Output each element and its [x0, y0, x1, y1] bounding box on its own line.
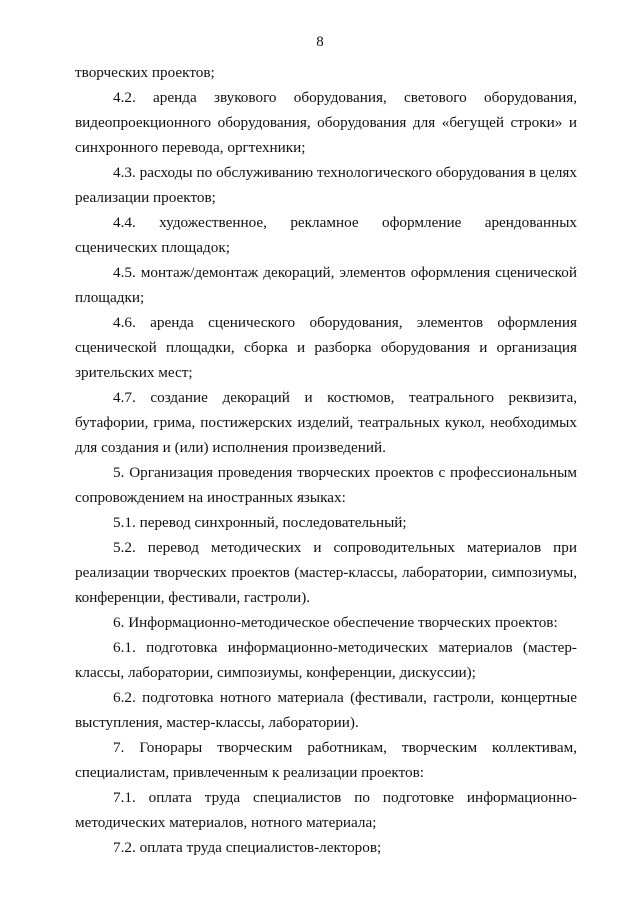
paragraph-line: классы, лаборатории, симпозиумы, конференции, дискуссии); — [75, 664, 476, 681]
paragraph-line: 4.2. аренда звукового оборудования, светового оборудования, — [113, 89, 577, 106]
paragraph-line: 7.1. оплата труда специалистов по подготовке информационно- — [113, 789, 577, 806]
paragraph — [75, 60, 577, 85]
paragraph-line: творческих проектов; — [75, 64, 215, 81]
paragraph-line: 4.7. создание декораций и костюмов, театрального реквизита, — [113, 389, 577, 406]
paragraph — [75, 160, 577, 210]
paragraph — [75, 685, 577, 735]
paragraph-line: 5. Организация проведения творческих проектов с профессиональным — [113, 464, 577, 481]
paragraph-line: 6.2. подготовка нотного материала (фестивали, гастроли, концертные — [113, 689, 577, 706]
paragraph-line: 7.2. оплата труда специалистов-лекторов; — [113, 839, 382, 856]
paragraph-line: реализации творческих проектов (мастер-классы, лаборатории, симпозиумы, — [75, 564, 577, 581]
paragraph-line: сопровождением на иностранных языках: — [75, 489, 346, 506]
paragraph-line: 6.1. подготовка информационно-методических материалов (мастер- — [113, 639, 577, 656]
paragraph — [75, 510, 577, 535]
document-body — [75, 60, 577, 860]
paragraph-line: 4.3. расходы по обслуживанию технологического оборудования в целях — [113, 164, 577, 181]
paragraph — [75, 460, 577, 510]
paragraph-line: 7. Гонорары творческим работникам, творческим коллективам, — [113, 739, 577, 756]
paragraph-line: площадки; — [75, 289, 145, 306]
paragraph-line: синхронного перевода, оргтехники; — [75, 139, 306, 156]
paragraph-line: 5.2. перевод методических и сопроводительных материалов при — [113, 539, 577, 556]
paragraph-line: зрительских мест; — [75, 364, 193, 381]
paragraph-line: бутафории, грима, постижерских изделий, театральных кукол, необходимых — [75, 414, 577, 431]
paragraph-line: конференции, фестивали, гастроли). — [75, 589, 311, 606]
paragraph — [75, 635, 577, 685]
paragraph-line: видеопроекционного оборудования, оборудования для «бегущей строки» и — [75, 114, 577, 131]
paragraph — [75, 610, 577, 635]
paragraph-line: 4.5. монтаж/демонтаж декораций, элементов оформления сценической — [113, 264, 577, 281]
paragraph-line: 4.4. художественное, рекламное оформление арендованных — [113, 214, 577, 231]
paragraph-line: реализации проектов; — [75, 189, 216, 206]
paragraph — [75, 310, 577, 385]
paragraph — [75, 835, 577, 860]
paragraph-line: 5.1. перевод синхронный, последовательный; — [113, 514, 407, 531]
paragraph — [75, 385, 577, 460]
paragraph — [75, 260, 577, 310]
paragraph — [75, 535, 577, 610]
paragraph-line: для создания и (или) исполнения произведений. — [75, 439, 386, 456]
page-number: 8 — [316, 34, 324, 50]
paragraph — [75, 210, 577, 260]
paragraph-line: выступления, мастер-классы, лаборатории). — [75, 714, 359, 731]
paragraph-line: специалистам, привлеченным к реализации проектов: — [75, 764, 425, 781]
paragraph — [75, 785, 577, 835]
paragraph-line: 6. Информационно-методическое обеспечение творческих проектов: — [113, 614, 558, 631]
paragraph — [75, 735, 577, 785]
paragraph-line: сценической площадки, сборка и разборка оборудования и организация — [75, 339, 577, 356]
paragraph — [75, 85, 577, 160]
paragraph-line: 4.6. аренда сценического оборудования, элементов оформления — [113, 314, 577, 331]
paragraph-line: сценических площадок; — [75, 239, 230, 256]
paragraph-line: методических материалов, нотного материала; — [75, 814, 377, 831]
